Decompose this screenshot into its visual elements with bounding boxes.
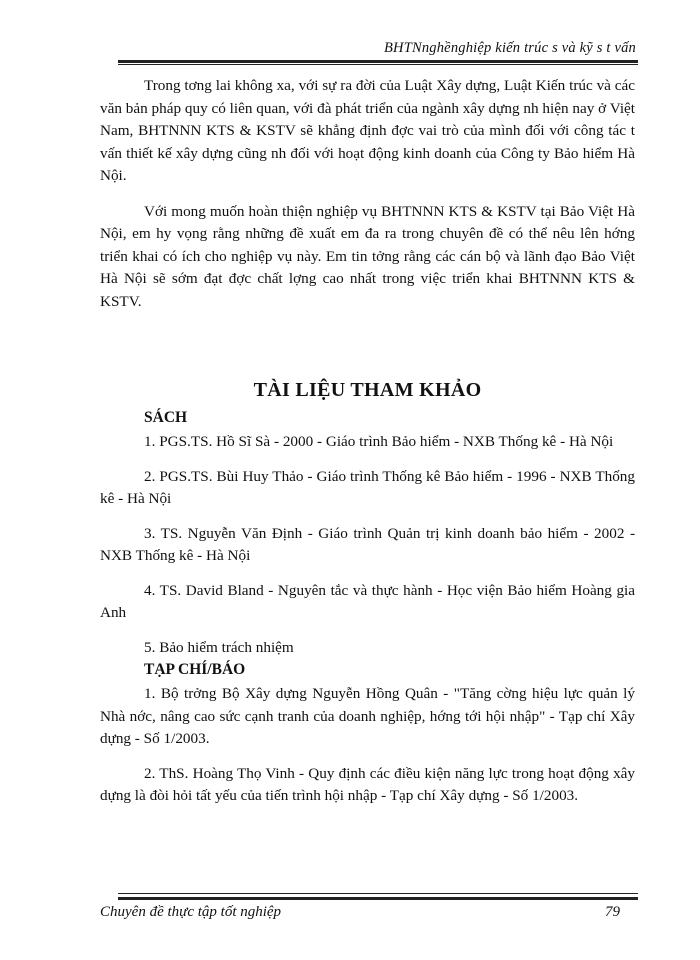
conclusion-paragraph: Trong tơng lai không xa, với sự ra đời của Luật Xây dựng, Luật Kiến trúc và các văn bản pháp quy có liên quan, với đà phát triển của ngành xây dựng nh hiện nay ở Việt Nam, BHTNNN KTS & KSTV sẽ khẳng định đợc vai trò của mình đối với công tác t vấn thiết kế xây dựng cũng nh đối với hoạt động kinh doanh của Công ty Bảo hiểm Hà Nội. xyxy=(100,77,635,184)
footer-title: Chuyên đề thực tập tốt nghiệp xyxy=(100,904,282,920)
page-header xyxy=(0,28,700,62)
reference-item: 5. Bảo hiểm trách nhiệm xyxy=(144,638,294,656)
footer-rule-thin xyxy=(118,893,638,894)
reference-item: 2. PGS.TS. Bùi Huy Thảo - Giáo trình Thống kê Bảo hiểm - 1996 - NXB Thống kê - Hà Nội xyxy=(100,467,635,507)
header-rule-thin xyxy=(118,64,638,65)
reference-item: 3. TS. Nguyễn Văn Định - Giáo trình Quản trị kinh doanh bảo hiểm - 2002 - NXB Thống kê - Hà Nội xyxy=(100,524,635,564)
page-footer xyxy=(0,893,700,933)
footer-rule-thick xyxy=(118,897,638,900)
journals-list xyxy=(100,683,635,808)
header-title: BHTNnghềnghiệp kiến trúc s và kỹ s t vấn xyxy=(383,40,636,56)
page-content xyxy=(100,75,635,808)
references-title: TÀI LIỆU THAM KHẢO xyxy=(253,379,482,401)
journals-heading: TẠP CHÍ/BÁO xyxy=(144,661,246,678)
header-rule-thick xyxy=(118,60,638,63)
books-heading: SÁCH xyxy=(144,409,188,426)
conclusion-section xyxy=(100,75,635,313)
reference-item: 2. ThS. Hoàng Thọ Vinh - Quy định các điều kiện năng lực trong hoạt động xây dựng là đòi hỏi tất yếu của tiến trình hội nhập - Tạp chí Xây dựng - Số 1/2003. xyxy=(100,764,635,804)
conclusion-paragraph: Với mong muốn hoàn thiện nghiệp vụ BHTNNN KTS & KSTV tại Bảo Việt Hà Nội, em hy vọng rằng những đề xuất em đa ra trong chuyên đề có thể nêu lên hớng triển khai có ích cho nghiệp vụ này. Em tin tởng rằng các cán bộ và lãnh đạo Bảo Việt Hà Nội sẽ sớm đạt đợc chất lợng cao nhất trong việc triển khai BHTNNN KTS & KSTV. xyxy=(100,202,635,310)
page-number: 79 xyxy=(605,904,620,920)
books-list xyxy=(100,431,635,659)
reference-item: 4. TS. David Bland - Nguyên tắc và thực hành - Học viện Bảo hiểm Hoàng gia Anh xyxy=(100,581,635,621)
reference-item: 1. PGS.TS. Hồ Sĩ Sà - 2000 - Giáo trình Bảo hiểm - NXB Thống kê - Hà Nội xyxy=(144,433,614,450)
reference-item: 1. Bộ trởng Bộ Xây dựng Nguyễn Hồng Quân - "Tăng cờng hiệu lực quản lý Nhà nớc, nâng cao sức cạnh tranh của doanh nghiệp, hớng tới hội nhập" - Tạp chí Xây dựng - Số 1/2003. xyxy=(100,685,635,747)
